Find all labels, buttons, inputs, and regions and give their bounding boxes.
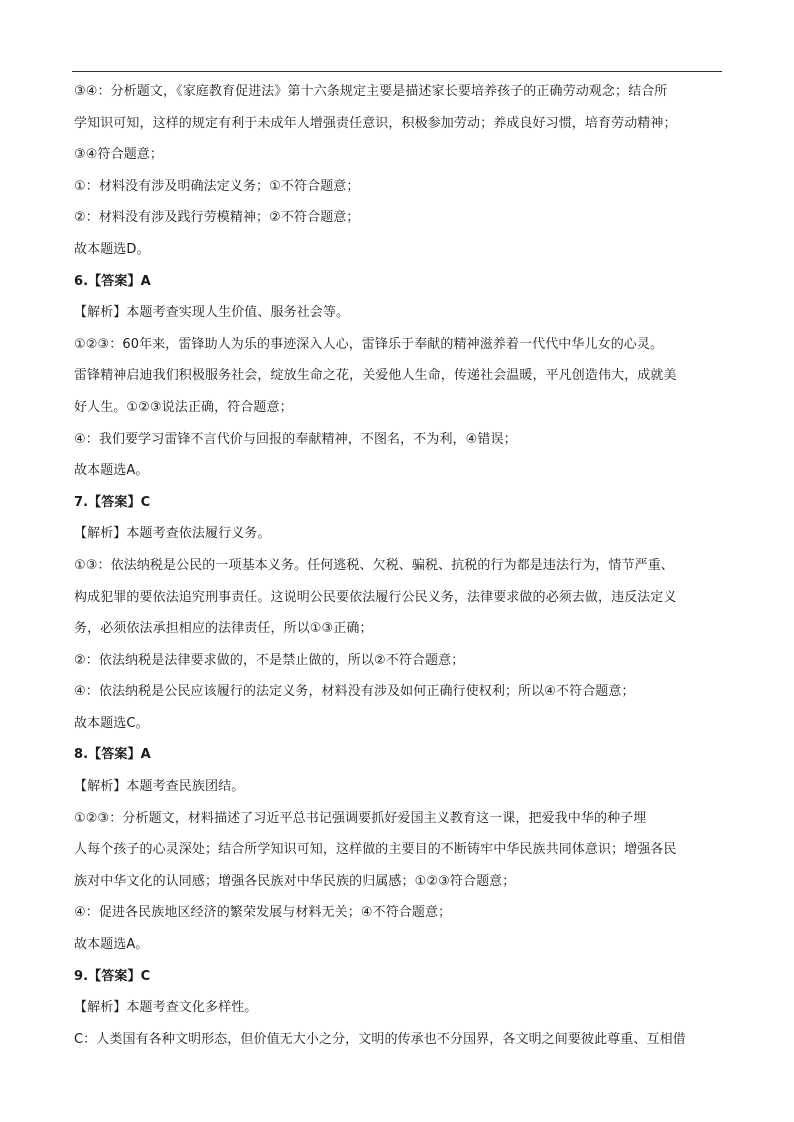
text-line: 务，必须依法承担相应的法律责任，所以①③正确； [74, 621, 373, 637]
text-line: 故本题选C。 [74, 715, 149, 731]
text-line: ④：我们要学习雷锋不言代价与回报的奉献精神，不图名，不为利，④错误； [74, 431, 517, 447]
text-line: 【解析】本题考查民族团结。 [74, 779, 245, 795]
text-line: ③④：分析题文，《家庭教育促进法》第十六条规定主要是描述家长要培养孩子的正确劳动观念；结合所 [74, 84, 668, 99]
text-line: ②：依法纳税是法律要求做的，不是禁止做的，所以②不符合题意； [74, 652, 465, 668]
text-line: 好人生。①②③说法正确，符合题意； [74, 399, 293, 415]
text-line: 【解析】本题考查实现人生价值、服务社会等。 [74, 305, 350, 321]
text-line: ③④符合题意； [74, 147, 164, 163]
text-line: ①②③：60年来，雷锋助人为乐的事迹深入人心，雷锋乐于奉献的精神滋养着一代代中华儿女的心灵。 [74, 336, 664, 352]
answer-heading: 7.【答案】C [74, 494, 151, 510]
header-rule [72, 71, 722, 72]
text-line: 学知识可知，这样的规定有利于未成年人增强责任意识，积极参加劳动；养成良好习惯，培育劳动精神； [74, 115, 677, 131]
answer-heading: 8.【答案】A [74, 747, 151, 763]
answer-heading: 9.【答案】C [74, 968, 151, 984]
answer-heading: 6.【答案】A [74, 273, 151, 289]
text-line: C：人类国有各种文明形态，但价值无大小之分，文明的传承也不分国界，各文明之间要彼此尊重、互相借 [74, 1031, 686, 1047]
text-line: 构成犯罪的要依法追究刑事责任。这说明公民要依法履行公民义务，法律要求做的必须去做，违反法定义 [74, 589, 677, 605]
text-line: 故本题选D。 [74, 241, 150, 257]
text-line: 【解析】本题考查依法履行义务。 [74, 526, 271, 542]
text-line: ①③：依法纳税是公民的一项基本义务。任何逃税、欠税、骗税、抗税的行为都是违法行为，情节严重、 [74, 557, 674, 573]
text-line: ①：材料没有涉及明确法定义务；①不符合题意； [74, 178, 360, 194]
text-line: 雷锋精神启迪我们积极服务社会，绽放生命之花，关爱他人生命，传递社会温暖，平凡创造伟大，成就美 [74, 368, 677, 384]
document-body [74, 76, 724, 1055]
text-line: 族对中华文化的认同感；增强各民族对中华民族的归属感；①②③符合题意； [74, 873, 516, 889]
text-line: 人每个孩子的心灵深处；结合所学知识可知，这样做的主要目的不断铸牢中华民族共同体意识；增强各民 [74, 842, 677, 858]
text-line: ②：材料没有涉及践行劳模精神；②不符合题意； [74, 210, 360, 226]
text-line: 故本题选A。 [74, 463, 149, 479]
text-line: ④：依法纳税是公民应该履行的法定义务，材料没有涉及如何正确行使权利；所以④不符合题意； [74, 684, 635, 700]
text-line: ①②③：分析题文，材料描述了习近平总书记强调要抓好爱国主义教育这一课，把爱我中华的种子埋 [74, 810, 647, 826]
text-line: 故本题选A。 [74, 937, 149, 953]
text-line: 【解析】本题考查文化多样性。 [74, 1000, 258, 1016]
text-line: ④：促进各民族地区经济的繁荣发展与材料无关；④不符合题意； [74, 905, 452, 921]
